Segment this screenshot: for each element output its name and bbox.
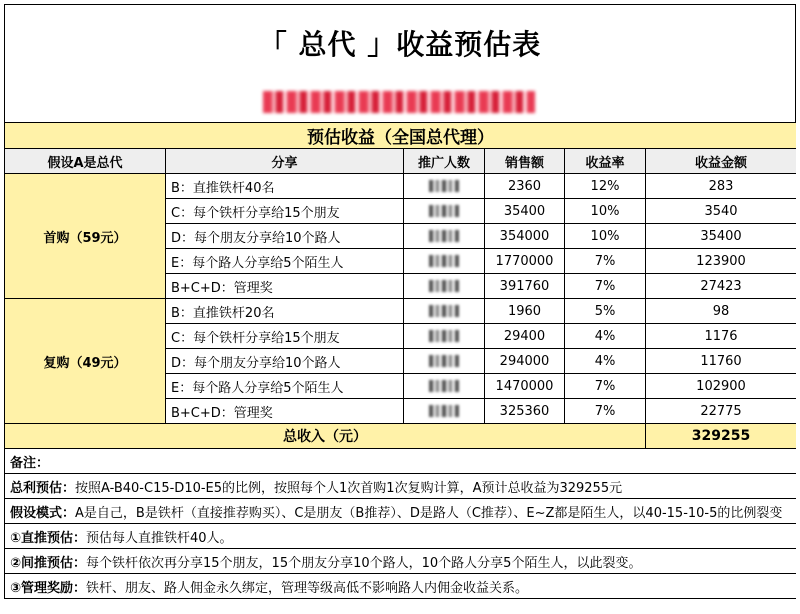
sales-cell: 1470000 bbox=[485, 374, 565, 399]
share-cell: B+C+D：管理奖 bbox=[166, 399, 404, 424]
table-row bbox=[5, 174, 797, 199]
rate-cell: 10% bbox=[565, 224, 646, 249]
sales-cell: 391760 bbox=[485, 274, 565, 299]
note-row bbox=[5, 474, 797, 499]
amount-cell: 3540 bbox=[646, 199, 797, 224]
note-row bbox=[5, 524, 797, 549]
people-cell-redacted bbox=[404, 324, 485, 349]
note-key: ③管理奖励： bbox=[10, 580, 87, 596]
note-key: ①直推预估： bbox=[10, 530, 87, 546]
amount-cell: 1176 bbox=[646, 324, 797, 349]
sales-cell: 294000 bbox=[485, 349, 565, 374]
notes-heading-row bbox=[5, 449, 797, 474]
note-text: 预估每人直推铁杆40人。 bbox=[86, 530, 233, 546]
page-title: 「 总代 」收益预估表 bbox=[258, 28, 542, 61]
note-text: A是自己，B是铁杆（直接推荐购买）、C是朋友（B推荐）、D是路人（C推荐）、E~Z都是陌生人，以40-15-10-5的比例裂变 bbox=[75, 505, 783, 521]
people-cell-redacted bbox=[404, 249, 485, 274]
people-cell-redacted bbox=[404, 349, 485, 374]
section-title: 预估收益（全国总代理） bbox=[5, 123, 797, 149]
total-value: 329255 bbox=[646, 424, 797, 449]
rate-cell: 5% bbox=[565, 299, 646, 324]
share-cell: B：直推铁杆40名 bbox=[166, 174, 404, 199]
rate-cell: 10% bbox=[565, 199, 646, 224]
category-first-purchase: 首购（59元） bbox=[5, 174, 166, 299]
note-text: 每个铁杆依次再分享15个朋友，15个朋友分享10个路人，10个路人分享5个陌生人，以此裂变。 bbox=[86, 555, 642, 571]
note-row bbox=[5, 549, 797, 574]
sales-cell: 1770000 bbox=[485, 249, 565, 274]
sales-cell: 2360 bbox=[485, 174, 565, 199]
people-cell-redacted bbox=[404, 224, 485, 249]
rate-cell: 7% bbox=[565, 249, 646, 274]
note-key: 假设模式： bbox=[10, 505, 76, 521]
people-cell-redacted bbox=[404, 374, 485, 399]
amount-cell: 98 bbox=[646, 299, 797, 324]
col-header-rate: 收益率 bbox=[565, 149, 646, 174]
people-cell-redacted bbox=[404, 199, 485, 224]
col-header-assume: 假设A是总代 bbox=[5, 149, 166, 174]
share-cell: D：每个朋友分享给10个路人 bbox=[166, 224, 404, 249]
sales-cell: 29400 bbox=[485, 324, 565, 349]
note-row bbox=[5, 574, 797, 599]
sales-cell: 35400 bbox=[485, 199, 565, 224]
people-cell-redacted bbox=[404, 299, 485, 324]
share-cell: D：每个朋友分享给10个路人 bbox=[166, 349, 404, 374]
amount-cell: 102900 bbox=[646, 374, 797, 399]
col-header-share: 分享 bbox=[166, 149, 404, 174]
note-key: 总利预估： bbox=[10, 480, 76, 496]
category-repurchase: 复购（49元） bbox=[5, 299, 166, 424]
share-cell: E：每个路人分享给5个陌生人 bbox=[166, 249, 404, 274]
share-cell: B：直推铁杆20名 bbox=[166, 299, 404, 324]
table-row bbox=[5, 299, 797, 324]
col-header-sales: 销售额 bbox=[485, 149, 565, 174]
people-cell-redacted bbox=[404, 399, 485, 424]
share-cell: E：每个路人分享给5个陌生人 bbox=[166, 374, 404, 399]
amount-cell: 11760 bbox=[646, 349, 797, 374]
header-row bbox=[5, 149, 797, 174]
note-key: ②间推预估： bbox=[10, 555, 87, 571]
rate-cell: 7% bbox=[565, 399, 646, 424]
people-cell-redacted bbox=[404, 174, 485, 199]
sales-cell: 325360 bbox=[485, 399, 565, 424]
notes-heading: 备注： bbox=[10, 455, 50, 471]
sales-cell: 354000 bbox=[485, 224, 565, 249]
note-text: 按照A-B40-C15-D10-E5的比例，按照每个人1次首购1次复购计算，A预计总收益为329255元 bbox=[75, 480, 623, 496]
col-header-people: 推广人数 bbox=[404, 149, 485, 174]
total-label: 总收入（元） bbox=[5, 424, 646, 449]
total-row bbox=[5, 424, 797, 449]
sales-cell: 1960 bbox=[485, 299, 565, 324]
note-row bbox=[5, 499, 797, 524]
rate-cell: 4% bbox=[565, 349, 646, 374]
amount-cell: 123900 bbox=[646, 249, 797, 274]
share-cell: C：每个铁杆分享给15个朋友 bbox=[166, 324, 404, 349]
spreadsheet bbox=[4, 4, 796, 610]
people-cell-redacted bbox=[404, 274, 485, 299]
section-title-row bbox=[5, 123, 797, 149]
amount-cell: 22775 bbox=[646, 399, 797, 424]
income-table bbox=[4, 122, 796, 599]
amount-cell: 27423 bbox=[646, 274, 797, 299]
redacted-subtitle bbox=[263, 91, 535, 113]
amount-cell: 35400 bbox=[646, 224, 797, 249]
col-header-amount: 收益金额 bbox=[646, 149, 797, 174]
share-cell: C：每个铁杆分享给15个朋友 bbox=[166, 199, 404, 224]
amount-cell: 283 bbox=[646, 174, 797, 199]
rate-cell: 7% bbox=[565, 274, 646, 299]
rate-cell: 12% bbox=[565, 174, 646, 199]
title-area bbox=[4, 4, 796, 123]
share-cell: B+C+D：管理奖 bbox=[166, 274, 404, 299]
rate-cell: 7% bbox=[565, 374, 646, 399]
rate-cell: 4% bbox=[565, 324, 646, 349]
note-text: 铁杆、朋友、路人佣金永久绑定，管理等级高低不影响路人内佣金收益关系。 bbox=[86, 580, 529, 596]
